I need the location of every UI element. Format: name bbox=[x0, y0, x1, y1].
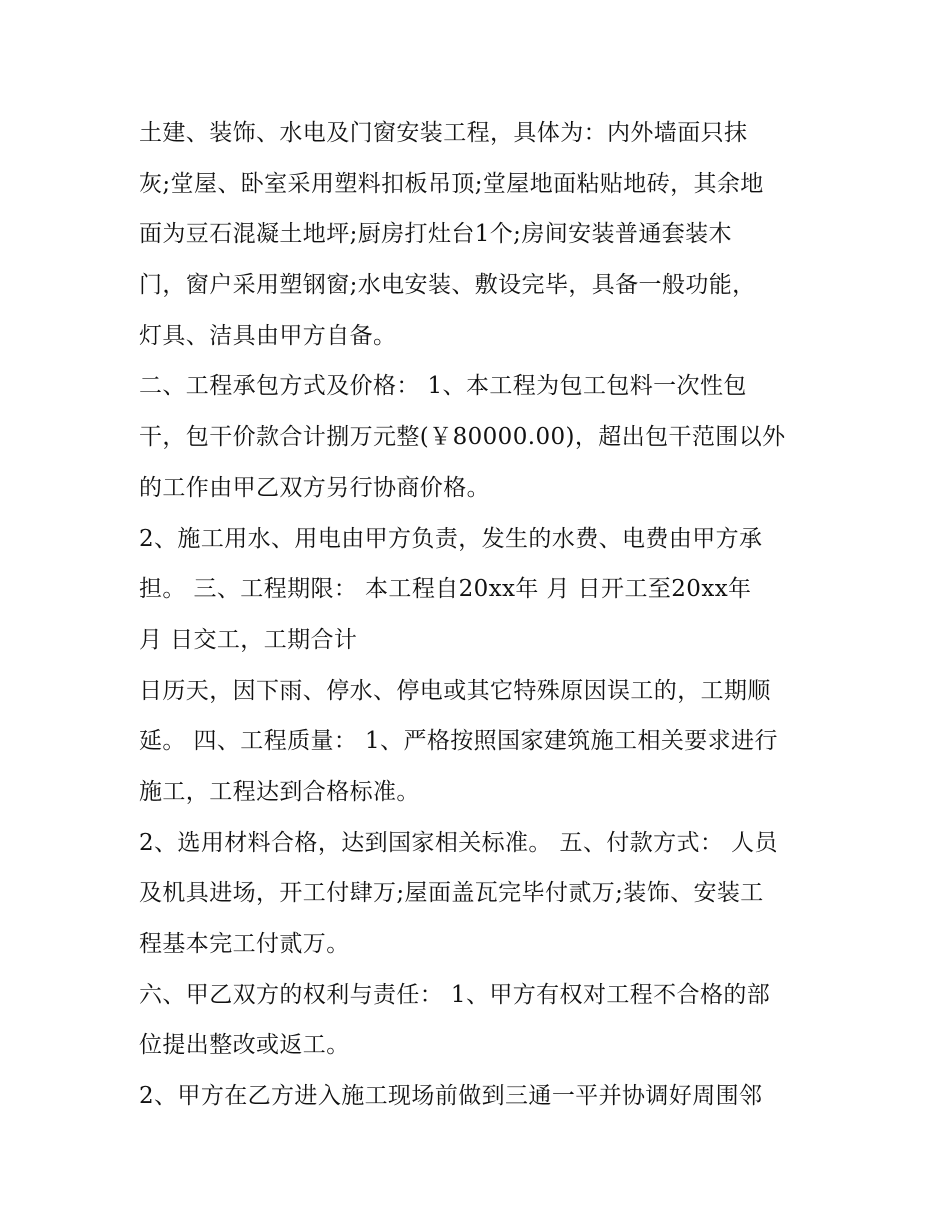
contract-body-text bbox=[139, 108, 819, 1122]
text-line-17: 程基本完工付贰万。 bbox=[139, 931, 350, 957]
text-line-10: 担。 三、工程期限： 本工程自20xx年 月 日开工至20xx年 bbox=[139, 576, 752, 603]
text-line-3: 面为豆石混凝土地坪;厨房打灶台1个;房间安装普通套装木 bbox=[139, 221, 732, 248]
text-line-6: 二、工程承包方式及价格： 1、本工程为包工包料一次性包 bbox=[139, 373, 747, 400]
text-line-12: 日历天，因下雨、停水、停电或其它特殊原因误工的，工期顺 bbox=[139, 677, 771, 704]
text-line-9: 2、施工用水、用电由甲方负责，发生的水费、电费由甲方承 bbox=[139, 525, 763, 552]
text-line-14: 施工，工程达到合格标准。 bbox=[139, 778, 420, 805]
text-line-13: 延。 四、工程质量： 1、严格按照国家建筑施工相关要求进行 bbox=[139, 728, 778, 755]
text-line-16: 及机具进场，开工付肆万;屋面盖瓦完毕付贰万;装饰、安装工 bbox=[139, 880, 764, 907]
text-line-7: 干，包干价款合计捌万元整(￥80000.00)，超出包干范围以外 bbox=[139, 424, 786, 451]
text-line-4: 门，窗户采用塑钢窗;水电安装、敷设完毕，具备一般功能， bbox=[139, 272, 756, 299]
text-line-19: 位提出整改或返工。 bbox=[139, 1032, 350, 1059]
text-line-8: 的工作由甲乙双方另行协商价格。 bbox=[139, 474, 490, 501]
text-line-1: 土建、装饰、水电及门窗安装工程，具体为：内外墙面只抹 bbox=[139, 120, 748, 146]
text-line-18: 六、甲乙双方的权利与责任： 1、甲方有权对工程不合格的部 bbox=[139, 981, 771, 1008]
text-line-5: 灯具、洁具由甲方自备。 bbox=[139, 322, 397, 349]
text-line-11: 月 日交工，工期合计 bbox=[139, 626, 358, 653]
text-line-20: 2、甲方在乙方进入施工现场前做到三通一平并协调好周围邻 bbox=[139, 1083, 763, 1110]
text-line-15: 2、选用材料合格，达到国家相关标准。 五、付款方式： 人员 bbox=[139, 829, 778, 856]
text-line-2: 灰;堂屋、卧室采用塑料扣板吊顶;堂屋地面粘贴地砖，其余地 bbox=[139, 170, 764, 197]
